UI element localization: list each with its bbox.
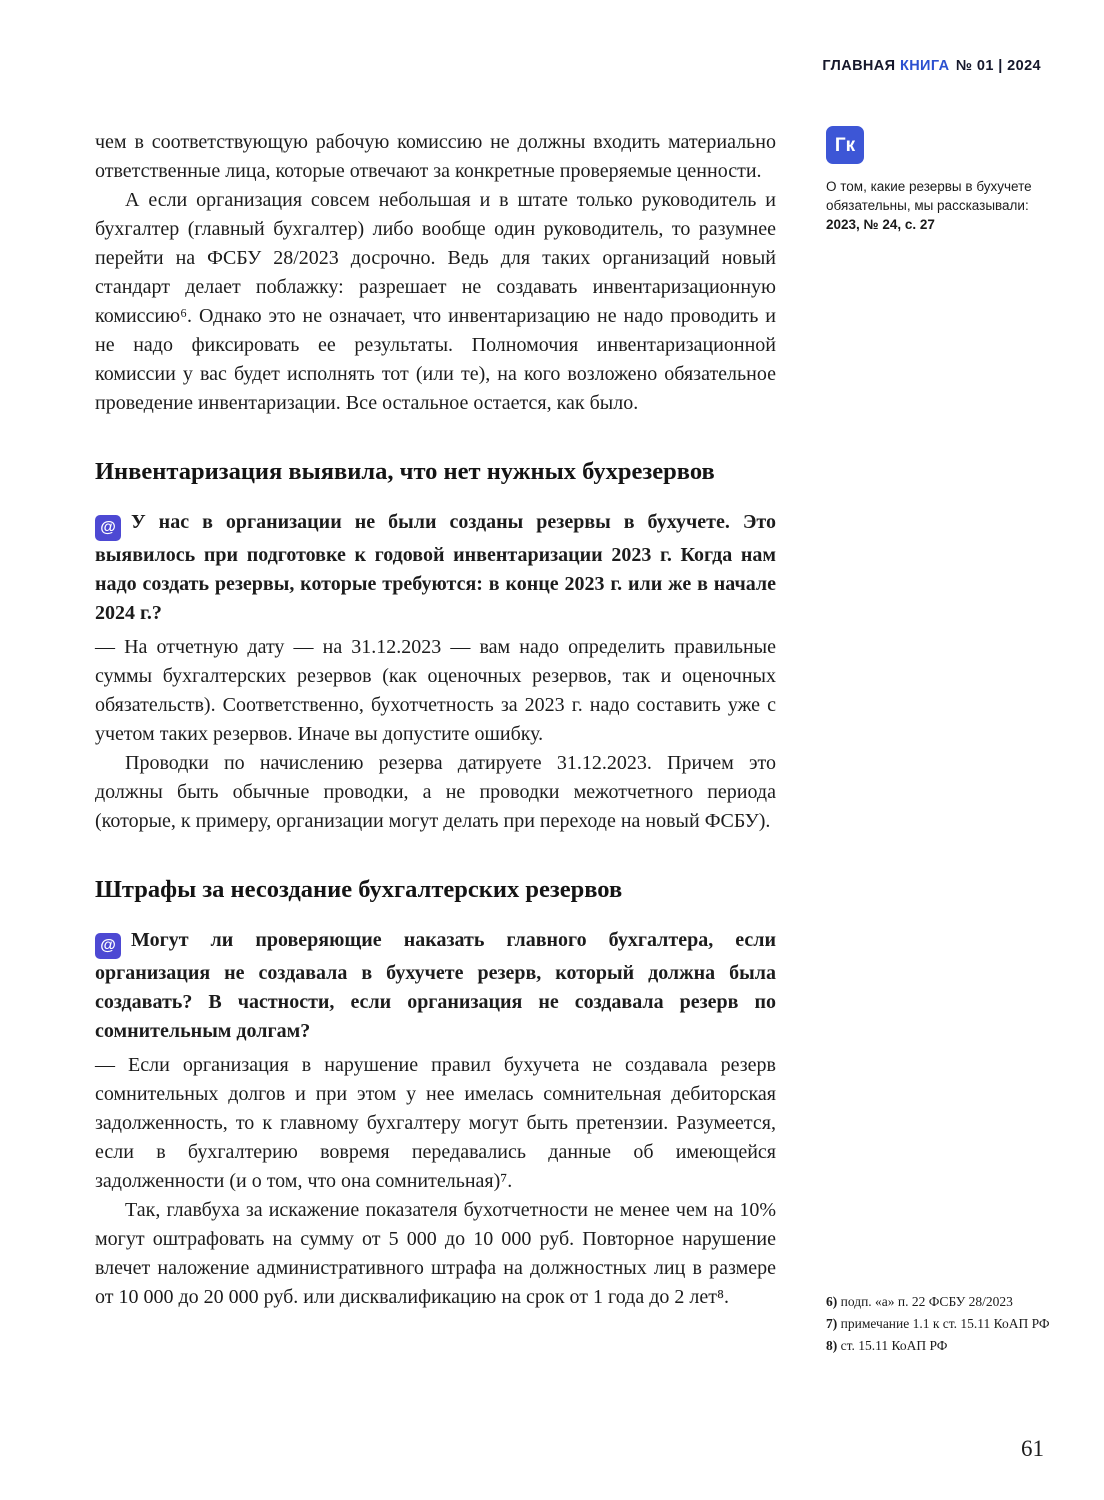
page-number: 61 [1021,1436,1044,1461]
question-2-text: Могут ли проверяющие наказать главного бухгалтера, если организация не создавала в бухучете резерв, который должна была создавать? В частности, если организация не создавала резерв по сомнительным долгам? [95,929,776,1042]
footnote-8-num: 8) [826,1338,838,1353]
at-icon: @ [95,515,121,541]
answer-1-paragraph-1: — На отчетную дату — на 31.12.2023 — вам надо определить правильные суммы бухгалтерских резервов (как оценочных резервов, так и оценочных обязательств). Соответственно, бухотчетность за 2023 г. надо составить уже с учетом таких резервов. Иначе вы допустите ошибку. [95,636,776,745]
at-icon: @ [95,933,121,959]
margin-note-text [826,177,1042,234]
brand-glavnaya: ГЛАВНАЯ [822,58,896,74]
page-header [822,58,1041,74]
question-2 [95,926,776,1046]
margin-note [826,126,1042,234]
paragraph-intro-1: чем в соответствующую рабочую комиссию не должны входить материально ответственные лица, которые отвечают за конкретные проверяемые ценности. [95,131,776,182]
margin-note-intro: О том, какие резервы в бухучете обязательны, мы рассказывали: [826,179,1032,213]
footnotes [826,1292,1054,1358]
article-body [95,128,776,1312]
footnote-7 [826,1314,1054,1333]
footnote-6-num: 6) [826,1294,838,1309]
brand-kniga: КНИГА [899,58,950,74]
answer-2-paragraph-2: Так, главбуха за искажение показателя бухотчетности не менее чем на 10% могут оштрафовать на сумму от 5 000 до 10 000 руб. Повторное нарушение влечет наложение административного штрафа на должностных лиц в размере от 10 000 до 20 000 руб. или дисквалификацию на срок от 1 года до 2 лет⁸. [95,1199,776,1308]
section-heading-fines: Штрафы за несоздание бухгалтерских резервов [95,876,623,903]
answer-2-paragraph-1: — Если организация в нарушение правил бухучета не создавала резерв сомнительных долгов и при этом у нее имелась сомнительная дебиторская задолженность, то к главному бухгалтеру могут быть претензии. Разумеется, если в бухгалтерию вовремя передавались данные об имеющейся задолженности (и о том, что она сомнительная)⁷. [95,1054,776,1192]
issue-label: № 01 | 2024 [955,58,1041,74]
section-heading-inventory: Инвентаризация выявила, что нет нужных бухрезервов [95,458,715,485]
question-1-text: У нас в организации не были созданы резервы в бухучете. Это выявилось при подготовке к годовой инвентаризации 2023 г. Когда нам надо создать резервы, которые требуются: в конце 2023 г. или же в начале 2024 г.? [95,511,776,624]
footnote-7-num: 7) [826,1316,838,1331]
footnote-7-text: примечание 1.1 к ст. 15.11 КоАП РФ [840,1316,1050,1331]
footnote-8-text: ст. 15.11 КоАП РФ [840,1338,948,1353]
question-1 [95,508,776,628]
margin-note-ref: 2023, № 24, с. 27 [826,217,935,232]
footnote-6-text: подп. «а» п. 22 ФСБУ 28/2023 [840,1294,1013,1309]
footnote-8 [826,1336,1054,1355]
paragraph-intro-2: А если организация совсем небольшая и в штате только руководитель и бухгалтер (главный бухгалтер) либо вообще один руководитель, то разумнее перейти на ФСБУ 28/2023 досрочно. Ведь для таких организаций новый стандарт делает поблажку: разрешает не создавать инвентаризационную комиссию⁶. Однако это не означает, что инвентаризацию не надо проводить и не надо фиксировать ее результаты. Полномочия инвентаризационной комиссии у вас будет исполнять тот (или те), на кого возложено обязательное проведение инвентаризации. Все остальное остается, как было. [95,189,776,414]
answer-1-paragraph-2: Проводки по начислению резерва датируете 31.12.2023. Причем это должны быть обычные проводки, а не проводки межотчетного периода (которые, к примеру, организации могут делать при переходе на новый ФСБУ). [95,752,776,832]
gk-logo-icon: Гк [826,126,864,164]
footnote-6 [826,1292,1054,1311]
